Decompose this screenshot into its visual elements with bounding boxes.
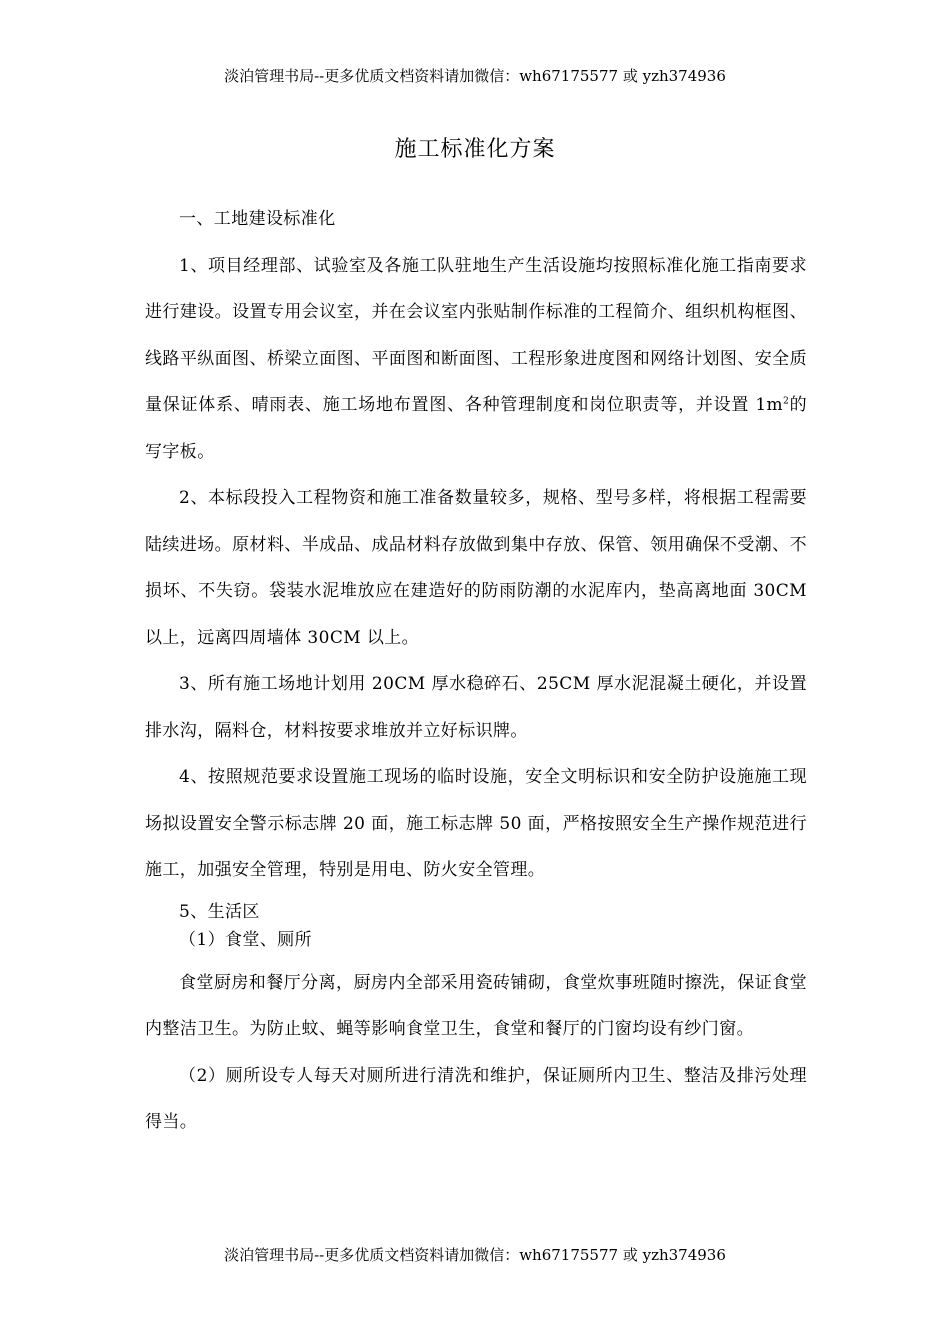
document-title: 施工标准化方案 bbox=[394, 137, 556, 162]
section-heading: 一、工地建设标准化 bbox=[179, 209, 336, 229]
page-footer-watermark: 淡泊管理书局--更多优质文档资料请加微信：wh67175577 或 yzh374936 bbox=[224, 1246, 726, 1264]
paragraph-1 bbox=[145, 243, 807, 476]
document-body bbox=[145, 196, 807, 1146]
paragraph-5-heading: 5、生活区 bbox=[179, 901, 260, 922]
paragraph-2: 2、本标段投入工程物资和施工准备数量较多，规格、型号多样，将根据工程需要陆续进场。原材料、半成品、成品材料存放做到集中存放、保管、领用确保不受潮、不损坏、不失窃。袋装水泥堆放应在建造好的防雨防潮的水泥库内，垫高离地面 30CM 以上，远离四周墙体 30CM 以上。 bbox=[145, 488, 807, 648]
paragraph-5-toilet-text: （2）厕所设专人每天对厕所进行清洗和维护，保证厕所内卫生、整洁及排污处理得当。 bbox=[145, 1065, 807, 1132]
paragraph-4: 4、按照规范要求设置施工现场的临时设施，安全文明标识和安全防护设施施工现场拟设置安全警示标志牌 20 面，施工标志牌 50 面，严格按照安全生产操作规范进行施工，加强安全管理，特别是用电、防火安全管理。 bbox=[145, 767, 807, 880]
paragraph-5-canteen-text: 食堂厨房和餐厅分离，厨房内全部采用瓷砖铺砌，食堂炊事班随时擦洗，保证食堂内整洁卫生。为防止蚊、蝇等影响食堂卫生，食堂和餐厅的门窗均设有纱门窗。 bbox=[145, 972, 807, 1039]
paragraph-1-superscript: 2 bbox=[783, 396, 790, 407]
paragraph-5-subheading: （1）食堂、厕所 bbox=[179, 929, 313, 950]
page-header-watermark: 淡泊管理书局--更多优质文档资料请加微信：wh67175577 或 yzh374936 bbox=[224, 67, 726, 85]
paragraph-1-text: 1、项目经理部、试验室及各施工队驻地生产生活设施均按照标准化施工指南要求进行建设。设置专用会议室，并在会议室内张贴制作标准的工程简介、组织机构框图、线路平纵面图、桥梁立面图、平面图和断面图、工程形象进度图和网络计划图、安全质量保证体系、晴雨表、施工场地布置图、各种管理制度和岗位职责等，并设置 1m bbox=[145, 255, 807, 415]
paragraph-3: 3、所有施工场地计划用 20CM 厚水稳碎石、25CM 厚水泥混凝土硬化，并设置排水沟，隔料仓，材料按要求堆放并立好标识牌。 bbox=[145, 674, 807, 741]
paragraph-1-tail: 的写字板。 bbox=[145, 395, 808, 462]
